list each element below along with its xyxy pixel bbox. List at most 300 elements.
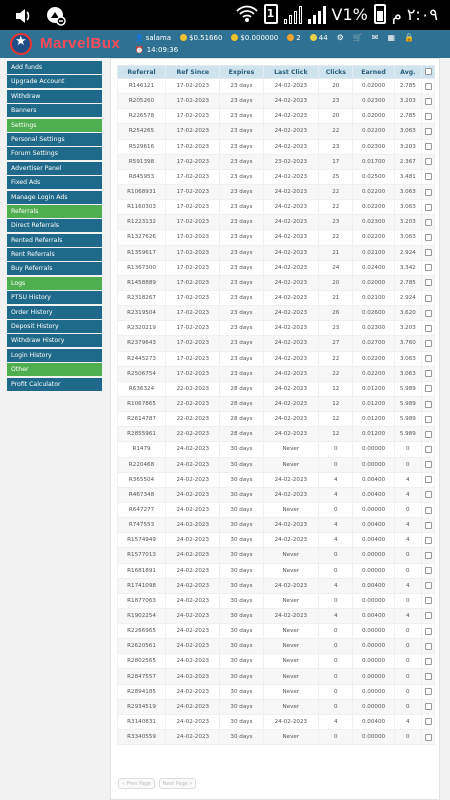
cart-icon[interactable]: 🛒 [352,33,363,42]
next-page-button[interactable]: Next Page » [159,778,196,789]
table-cell-expires: 30 days [220,457,263,472]
row-checkbox[interactable] [425,158,432,165]
table-cell-earned: 0.02200 [353,366,394,381]
table-cell-clicks: 22 [319,366,353,381]
coin-icon [231,34,238,41]
table-cell-expires: 30 days [220,654,263,669]
table-cell-referral: R1877063 [118,593,166,608]
table-cell-avg: 0 [394,548,421,563]
messages-icon[interactable]: ✉ [371,33,379,42]
table-row [118,578,435,593]
row-checkbox-cell [422,260,435,275]
row-checkbox[interactable] [425,522,432,529]
signal-2-icon [308,4,326,24]
sidebar-item-order-history[interactable]: Order History [7,306,102,319]
username: salama [145,33,171,42]
select-all-checkbox[interactable] [425,68,432,75]
table-cell-last-click: Never [263,457,319,472]
table-cell-expires: 30 days [220,487,263,502]
table-body [118,79,435,745]
table-cell-avg: 2.924 [394,290,421,305]
row-checkbox[interactable] [425,310,432,317]
table-cell-avg: 2.785 [394,109,421,124]
row-checkbox[interactable] [425,537,432,544]
row-checkbox-cell [422,533,435,548]
table-cell-ref-since: 24-02-2023 [166,457,220,472]
table-row [118,654,435,669]
table-cell-earned: 0.02200 [353,230,394,245]
table-cell-avg: 3.342 [394,260,421,275]
points-icon [287,34,294,41]
table-row [118,669,435,684]
row-checkbox[interactable] [425,491,432,498]
table-cell-ref-since: 24-02-2023 [166,684,220,699]
row-checkbox[interactable] [425,416,432,423]
table-cell-last-click: Never [263,699,319,714]
table-row [118,639,435,654]
table-cell-referral: R220468 [118,457,166,472]
row-checkbox-cell [422,730,435,745]
count-1-value: 2 [296,33,301,42]
sidebar-section-referrals[interactable]: Referrals [7,205,102,218]
row-checkbox[interactable] [425,673,432,680]
table-cell-expires: 23 days [220,336,263,351]
table-cell-ref-since: 24-02-2023 [166,714,220,729]
table-cell-expires: 28 days [220,396,263,411]
table-cell-earned: 0.00000 [353,563,394,578]
row-checkbox[interactable] [425,204,432,211]
table-cell-expires: 23 days [220,275,263,290]
row-checkbox[interactable] [425,83,432,90]
row-checkbox[interactable] [425,234,432,241]
table-cell-ref-since: 24-02-2023 [166,699,220,714]
sidebar-item-manage-login-ads[interactable]: Manage Login Ads [7,191,102,204]
table-cell-last-click: 24-02-2023 [263,518,319,533]
table-cell-avg: 4 [394,533,421,548]
sidebar-item-add-funds[interactable]: Add funds [7,61,102,74]
table-cell-clicks: 21 [319,290,353,305]
table-row [118,366,435,381]
row-checkbox[interactable] [425,189,432,196]
sidebar-section-other[interactable]: Other [7,363,102,376]
table-cell-earned: 0.00400 [353,472,394,487]
row-checkbox[interactable] [425,264,432,271]
column-header-referral[interactable]: Referral [118,66,166,79]
table-cell-last-click: 24-02-2023 [263,578,319,593]
table-cell-clicks: 4 [319,578,353,593]
signal-1-icon [284,4,302,24]
table-cell-last-click: 24-02-2023 [263,412,319,427]
row-checkbox[interactable] [425,355,432,362]
row-checkbox[interactable] [425,476,432,483]
column-header-avg[interactable]: Avg. [394,66,421,79]
table-cell-expires: 23 days [220,124,263,139]
table-cell-last-click: Never [263,624,319,639]
table-row [118,94,435,109]
row-checkbox-cell [422,79,435,94]
table-cell-clicks: 4 [319,608,353,623]
table-cell-earned: 0.02100 [353,290,394,305]
table-cell-clicks: 0 [319,457,353,472]
table-cell-avg: 3.063 [394,200,421,215]
table-row [118,230,435,245]
row-checkbox[interactable] [425,703,432,710]
table-cell-ref-since: 22-02-2023 [166,427,220,442]
table-cell-expires: 30 days [220,730,263,745]
sidebar-item-personal-settings[interactable]: Personal Settings [7,133,102,146]
sidebar-item-forum-settings[interactable]: Forum Settings [7,147,102,160]
table-cell-clicks: 12 [319,412,353,427]
pagination [118,778,196,789]
sidebar-section-logs[interactable]: Logs [7,277,102,290]
row-checkbox-cell [422,472,435,487]
table-row [118,109,435,124]
table-cell-expires: 30 days [220,593,263,608]
row-checkbox[interactable] [425,279,432,286]
table-row [118,336,435,351]
table-cell-referral: R529616 [118,139,166,154]
table-row [118,154,435,169]
table-row [118,442,435,457]
row-checkbox-cell [422,699,435,714]
table-cell-ref-since: 24-02-2023 [166,593,220,608]
table-cell-avg: 3.481 [394,169,421,184]
table-cell-clicks: 0 [319,654,353,669]
table-cell-ref-since: 24-02-2023 [166,442,220,457]
row-checkbox[interactable] [425,461,432,468]
table-cell-avg: 0 [394,654,421,669]
table-cell-clicks: 23 [319,94,353,109]
table-cell-ref-since: 17-02-2023 [166,94,220,109]
balance-main-value: $0.51660 [189,33,223,42]
row-checkbox-cell [422,154,435,169]
table-cell-referral: R1327626 [118,230,166,245]
table-cell-last-click: 24-02-2023 [263,487,319,502]
table-row [118,79,435,94]
table-cell-last-click: 24-02-2023 [263,275,319,290]
wifi-icon [236,5,258,23]
column-header-ref-since[interactable]: Ref Since [166,66,220,79]
table-cell-earned: 0.00000 [353,684,394,699]
table-cell-clicks: 0 [319,639,353,654]
balance-main[interactable] [180,34,222,42]
table-cell-earned: 0.00000 [353,699,394,714]
row-checkbox-cell [422,412,435,427]
row-checkbox[interactable] [425,128,432,135]
table-row [118,381,435,396]
table-cell-ref-since: 17-02-2023 [166,230,220,245]
table-cell-referral: R1902254 [118,608,166,623]
table-cell-referral: R1458889 [118,275,166,290]
row-checkbox[interactable] [425,658,432,665]
row-checkbox-cell [422,684,435,699]
table-cell-clicks: 0 [319,548,353,563]
table-cell-clicks: 0 [319,442,353,457]
table-cell-referral: R2266965 [118,624,166,639]
sidebar-item-ptsu-history[interactable]: PTSU History [7,291,102,304]
table-cell-ref-since: 24-02-2023 [166,639,220,654]
row-checkbox[interactable] [425,370,432,377]
table-cell-earned: 0.00000 [353,639,394,654]
table-cell-clicks: 20 [319,275,353,290]
sidebar-item-login-history[interactable]: Login History [7,349,102,362]
table-cell-last-click: 24-02-2023 [263,472,319,487]
table-cell-expires: 23 days [220,154,263,169]
row-checkbox[interactable] [425,628,432,635]
table-row [118,412,435,427]
table-row [118,730,435,745]
row-checkbox[interactable] [425,582,432,589]
table-cell-avg: 2.367 [394,154,421,169]
balance-purchase-value: $0.000000 [240,33,279,42]
table-cell-expires: 23 days [220,230,263,245]
table-header-row [118,66,435,79]
clock-icon: ⏰ [135,46,144,54]
sidebar-item-withdraw[interactable]: Withdraw [7,90,102,103]
column-header-clicks[interactable]: Clicks [319,66,353,79]
table-cell-last-click: 24-02-2023 [263,714,319,729]
table-cell-referral: R205260 [118,94,166,109]
table-cell-avg: 2.785 [394,79,421,94]
table-cell-last-click: 24-02-2023 [263,139,319,154]
table-cell-earned: 0.02200 [353,184,394,199]
table-cell-avg: 4 [394,487,421,502]
table-cell-ref-since: 17-02-2023 [166,290,220,305]
table-cell-ref-since: 17-02-2023 [166,215,220,230]
row-checkbox[interactable] [425,143,432,150]
row-checkbox[interactable] [425,446,432,453]
table-row [118,548,435,563]
calendar-icon[interactable]: ▦ [387,33,396,42]
table-cell-clicks: 23 [319,215,353,230]
table-cell-earned: 0.00000 [353,442,394,457]
table-cell-clicks: 4 [319,487,353,502]
table-cell-last-click: 24-02-2023 [263,124,319,139]
table-cell-clicks: 4 [319,472,353,487]
table-cell-clicks: 0 [319,502,353,517]
prev-page-button[interactable]: « Prev Page [118,778,155,789]
sidebar-section-settings[interactable]: Settings [7,119,102,132]
battery-icon [374,4,386,24]
table-row [118,169,435,184]
row-checkbox[interactable] [425,612,432,619]
table-cell-avg: 0 [394,639,421,654]
row-checkbox[interactable] [425,507,432,514]
sidebar-item-fixed-ads[interactable]: Fixed Ads [7,176,102,189]
table-row [118,563,435,578]
table-cell-expires: 30 days [220,699,263,714]
row-checkbox-cell [422,200,435,215]
sidebar-item-profit-calculator[interactable]: Profit Calculator [7,378,102,391]
settings-icon[interactable]: ⚙ [336,33,344,42]
table-row [118,139,435,154]
count-1[interactable] [287,34,300,42]
system-status-bar [0,0,450,30]
table-cell-last-click: 24-02-2023 [263,200,319,215]
row-checkbox[interactable] [425,718,432,725]
logo-icon[interactable] [10,33,32,55]
table-cell-clicks: 4 [319,714,353,729]
balance-purchase[interactable] [231,34,278,42]
count-2-value: 44 [318,33,328,42]
table-cell-earned: 0.02000 [353,275,394,290]
table-row [118,487,435,502]
table-cell-avg: 0 [394,669,421,684]
table-cell-earned: 0.00400 [353,578,394,593]
row-checkbox[interactable] [425,113,432,120]
row-checkbox-cell [422,487,435,502]
table-cell-ref-since: 17-02-2023 [166,321,220,336]
sidebar-item-deposit-history[interactable]: Deposit History [7,320,102,333]
table-cell-clicks: 20 [319,79,353,94]
column-header-last-click[interactable]: Last Click [263,66,319,79]
table-cell-clicks: 4 [319,518,353,533]
table-cell-last-click: 24-02-2023 [263,94,319,109]
table-cell-ref-since: 24-02-2023 [166,608,220,623]
logout-lock-icon[interactable]: 🔒 [404,33,415,42]
table-cell-clicks: 17 [319,154,353,169]
row-checkbox[interactable] [425,249,432,256]
table-cell-avg: 3.063 [394,351,421,366]
table-cell-expires: 23 days [220,94,263,109]
column-header-earned[interactable]: Earned [353,66,394,79]
table-row [118,396,435,411]
table-cell-referral: R636324 [118,381,166,396]
table-cell-earned: 0.02000 [353,109,394,124]
table-cell-avg: 3.203 [394,321,421,336]
table-cell-expires: 23 days [220,215,263,230]
table-cell-earned: 0.00000 [353,654,394,669]
table-cell-expires: 23 days [220,351,263,366]
table-cell-ref-since: 24-02-2023 [166,563,220,578]
row-checkbox-cell [422,563,435,578]
sidebar-item-banners[interactable]: Banners [7,104,102,117]
column-header-expires[interactable]: Expires [220,66,263,79]
row-checkbox[interactable] [425,597,432,604]
sidebar-item-buy-referrals[interactable]: Buy Referrals [7,262,102,275]
table-row [118,321,435,336]
table-cell-expires: 28 days [220,381,263,396]
table-cell-avg: 3.203 [394,139,421,154]
row-checkbox[interactable] [425,552,432,559]
table-cell-last-click: Never [263,654,319,669]
row-checkbox-cell [422,548,435,563]
table-cell-referral: R2934519 [118,699,166,714]
row-checkbox-cell [422,639,435,654]
row-checkbox[interactable] [425,295,432,302]
table-row [118,624,435,639]
table-row [118,427,435,442]
sidebar-item-rent-referrals[interactable]: Rent Referrals [7,248,102,261]
table-cell-referral: R2614787 [118,412,166,427]
count-2[interactable] [310,34,328,42]
row-checkbox[interactable] [425,643,432,650]
table-cell-last-click: 24-02-2023 [263,306,319,321]
row-checkbox[interactable] [425,734,432,741]
table-cell-last-click: 24-02-2023 [263,351,319,366]
notification-blocked-icon [46,6,66,26]
row-checkbox-cell [422,275,435,290]
sidebar-item-rented-referrals[interactable]: Rented Referrals [7,234,102,247]
table-cell-avg: 0 [394,563,421,578]
sidebar-item-upgrade-account[interactable]: Upgrade Account [7,75,102,88]
brand-name[interactable]: MarvelBux [40,35,121,52]
table-cell-last-click: 24-02-2023 [263,608,319,623]
table-cell-clicks: 0 [319,563,353,578]
table-cell-ref-since: 22-02-2023 [166,381,220,396]
table-cell-clicks: 0 [319,684,353,699]
table-cell-referral: R254265 [118,124,166,139]
table-cell-expires: 23 days [220,169,263,184]
table-cell-ref-since: 17-02-2023 [166,154,220,169]
table-cell-referral: R1741098 [118,578,166,593]
row-checkbox-cell [422,366,435,381]
table-row [118,306,435,321]
table-cell-earned: 0.00400 [353,608,394,623]
table-row [118,290,435,305]
table-cell-ref-since: 24-02-2023 [166,578,220,593]
table-cell-avg: 0 [394,730,421,745]
referrals-table [117,65,435,745]
table-cell-earned: 0.02200 [353,351,394,366]
table-cell-last-click: 23-02-2023 [263,154,319,169]
table-cell-expires: 30 days [220,563,263,578]
row-checkbox[interactable] [425,401,432,408]
row-checkbox[interactable] [425,567,432,574]
table-cell-expires: 30 days [220,548,263,563]
row-checkbox[interactable] [425,325,432,332]
table-cell-ref-since: 24-02-2023 [166,654,220,669]
table-cell-earned: 0.02700 [353,336,394,351]
row-checkbox-cell [422,94,435,109]
row-checkbox[interactable] [425,173,432,180]
table-cell-ref-since: 24-02-2023 [166,518,220,533]
table-cell-last-click: 24-02-2023 [263,79,319,94]
row-checkbox[interactable] [425,340,432,347]
row-checkbox-cell [422,351,435,366]
sidebar-item-advertiser-panel[interactable]: Advertiser Panel [7,162,102,175]
row-checkbox-cell [422,578,435,593]
table-cell-ref-since: 24-02-2023 [166,548,220,563]
table-cell-referral: R845953 [118,169,166,184]
table-cell-last-click: Never [263,442,319,457]
table-cell-earned: 0.02300 [353,321,394,336]
row-checkbox[interactable] [425,219,432,226]
row-checkbox[interactable] [425,431,432,438]
table-cell-ref-since: 17-02-2023 [166,79,220,94]
table-row [118,275,435,290]
table-cell-earned: 0.02200 [353,124,394,139]
table-cell-last-click: 24-02-2023 [263,533,319,548]
table-cell-referral: R365504 [118,472,166,487]
row-checkbox[interactable] [425,688,432,695]
row-checkbox[interactable] [425,98,432,105]
table-cell-referral: R2320219 [118,321,166,336]
table-cell-referral: R1681891 [118,563,166,578]
table-cell-referral: R146121 [118,79,166,94]
server-time [135,46,178,54]
table-cell-earned: 0.02000 [353,79,394,94]
table-cell-earned: 0.00400 [353,533,394,548]
sidebar-item-direct-referrals[interactable]: Direct Referrals [7,219,102,232]
row-checkbox[interactable] [425,385,432,392]
table-cell-referral: R467348 [118,487,166,502]
table-cell-referral: R2319504 [118,306,166,321]
user-info[interactable] [135,34,171,42]
sidebar-menu [7,61,102,392]
table-cell-avg: 3.620 [394,306,421,321]
sidebar-item-withdraw-history[interactable]: Withdraw History [7,334,102,347]
